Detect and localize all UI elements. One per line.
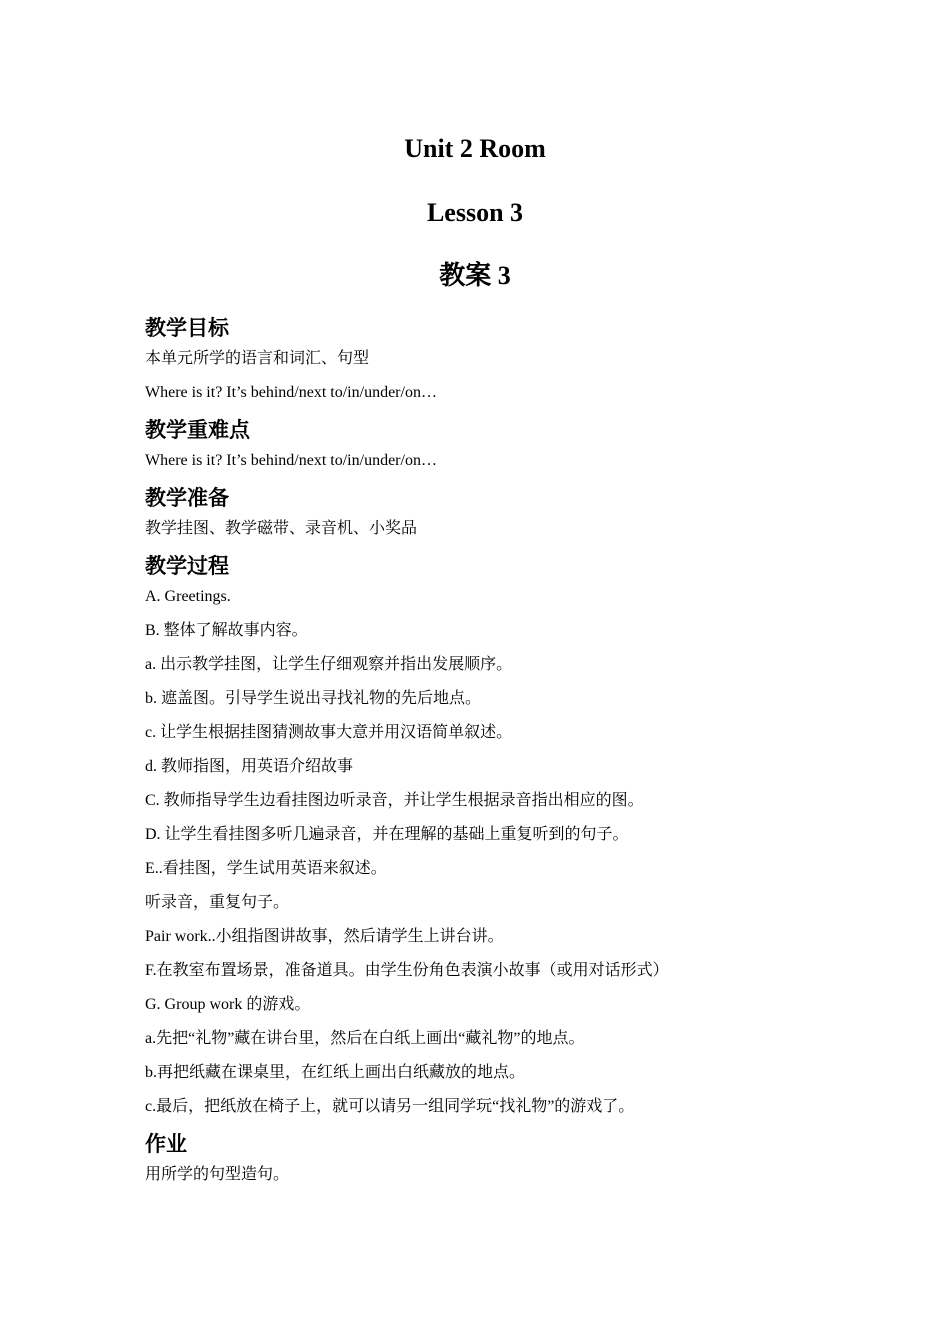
paragraph: C. 教师指导学生边看挂图边听录音，并让学生根据录音指出相应的图。 bbox=[145, 792, 644, 809]
paragraph: c.最后，把纸放在椅子上，就可以请另一组同学玩“找礼物”的游戏了。 bbox=[145, 1098, 635, 1115]
section-objectives bbox=[145, 313, 825, 405]
lesson-title: Lesson 3 bbox=[426, 198, 524, 227]
paragraph: a.先把“礼物”藏在讲台里，然后在白纸上画出“藏礼物”的地点。 bbox=[145, 1030, 585, 1047]
paragraph: E..看挂图，学生试用英语来叙述。 bbox=[145, 860, 387, 877]
paragraph: b. 遮盖图。引导学生说出寻找礼物的先后地点。 bbox=[145, 690, 482, 707]
section-heading: 作业 bbox=[145, 1132, 187, 1156]
plan-title: 教案 3 bbox=[439, 261, 511, 290]
paragraph: 用所学的句型造句。 bbox=[145, 1166, 290, 1183]
section-homework bbox=[145, 1129, 825, 1187]
paragraph: F.在教室布置场景，准备道具。由学生份角色表演小故事（或用对话形式） bbox=[145, 962, 669, 979]
paragraph: Pair work..小组指图讲故事，然后请学生上讲台讲。 bbox=[145, 928, 504, 945]
paragraph: 听录音，重复句子。 bbox=[145, 894, 290, 911]
paragraph: 教学挂图、教学磁带、录音机、小奖品 bbox=[145, 520, 418, 537]
paragraph: c. 让学生根据挂图猜测故事大意并用汉语简单叙述。 bbox=[145, 724, 513, 741]
paragraph: d. 教师指图，用英语介绍故事 bbox=[145, 758, 354, 775]
paragraph: b.再把纸藏在课桌里，在红纸上画出白纸藏放的地点。 bbox=[145, 1064, 526, 1081]
paragraph: Where is it? It’s behind/next to/in/under/on… bbox=[145, 452, 437, 469]
document-body bbox=[145, 313, 825, 1197]
section-key-points bbox=[145, 415, 825, 473]
paragraph: Where is it? It’s behind/next to/in/under/on… bbox=[145, 384, 437, 401]
section-heading: 教学准备 bbox=[145, 486, 229, 510]
paragraph: A. Greetings. bbox=[145, 588, 231, 605]
section-heading: 教学目标 bbox=[145, 316, 229, 340]
paragraph: 本单元所学的语言和词汇、句型 bbox=[145, 350, 370, 367]
paragraph: D. 让学生看挂图多听几遍录音，并在理解的基础上重复听到的句子。 bbox=[145, 826, 629, 843]
paragraph: B. 整体了解故事内容。 bbox=[145, 622, 308, 639]
section-preparation bbox=[145, 483, 825, 541]
unit-title: Unit 2 Room bbox=[404, 134, 546, 163]
paragraph: G. Group work 的游戏。 bbox=[145, 996, 311, 1013]
section-heading: 教学重难点 bbox=[145, 418, 250, 442]
section-heading: 教学过程 bbox=[145, 554, 229, 578]
paragraph: a. 出示教学挂图，让学生仔细观察并指出发展顺序。 bbox=[145, 656, 513, 673]
section-procedure bbox=[145, 551, 825, 1119]
